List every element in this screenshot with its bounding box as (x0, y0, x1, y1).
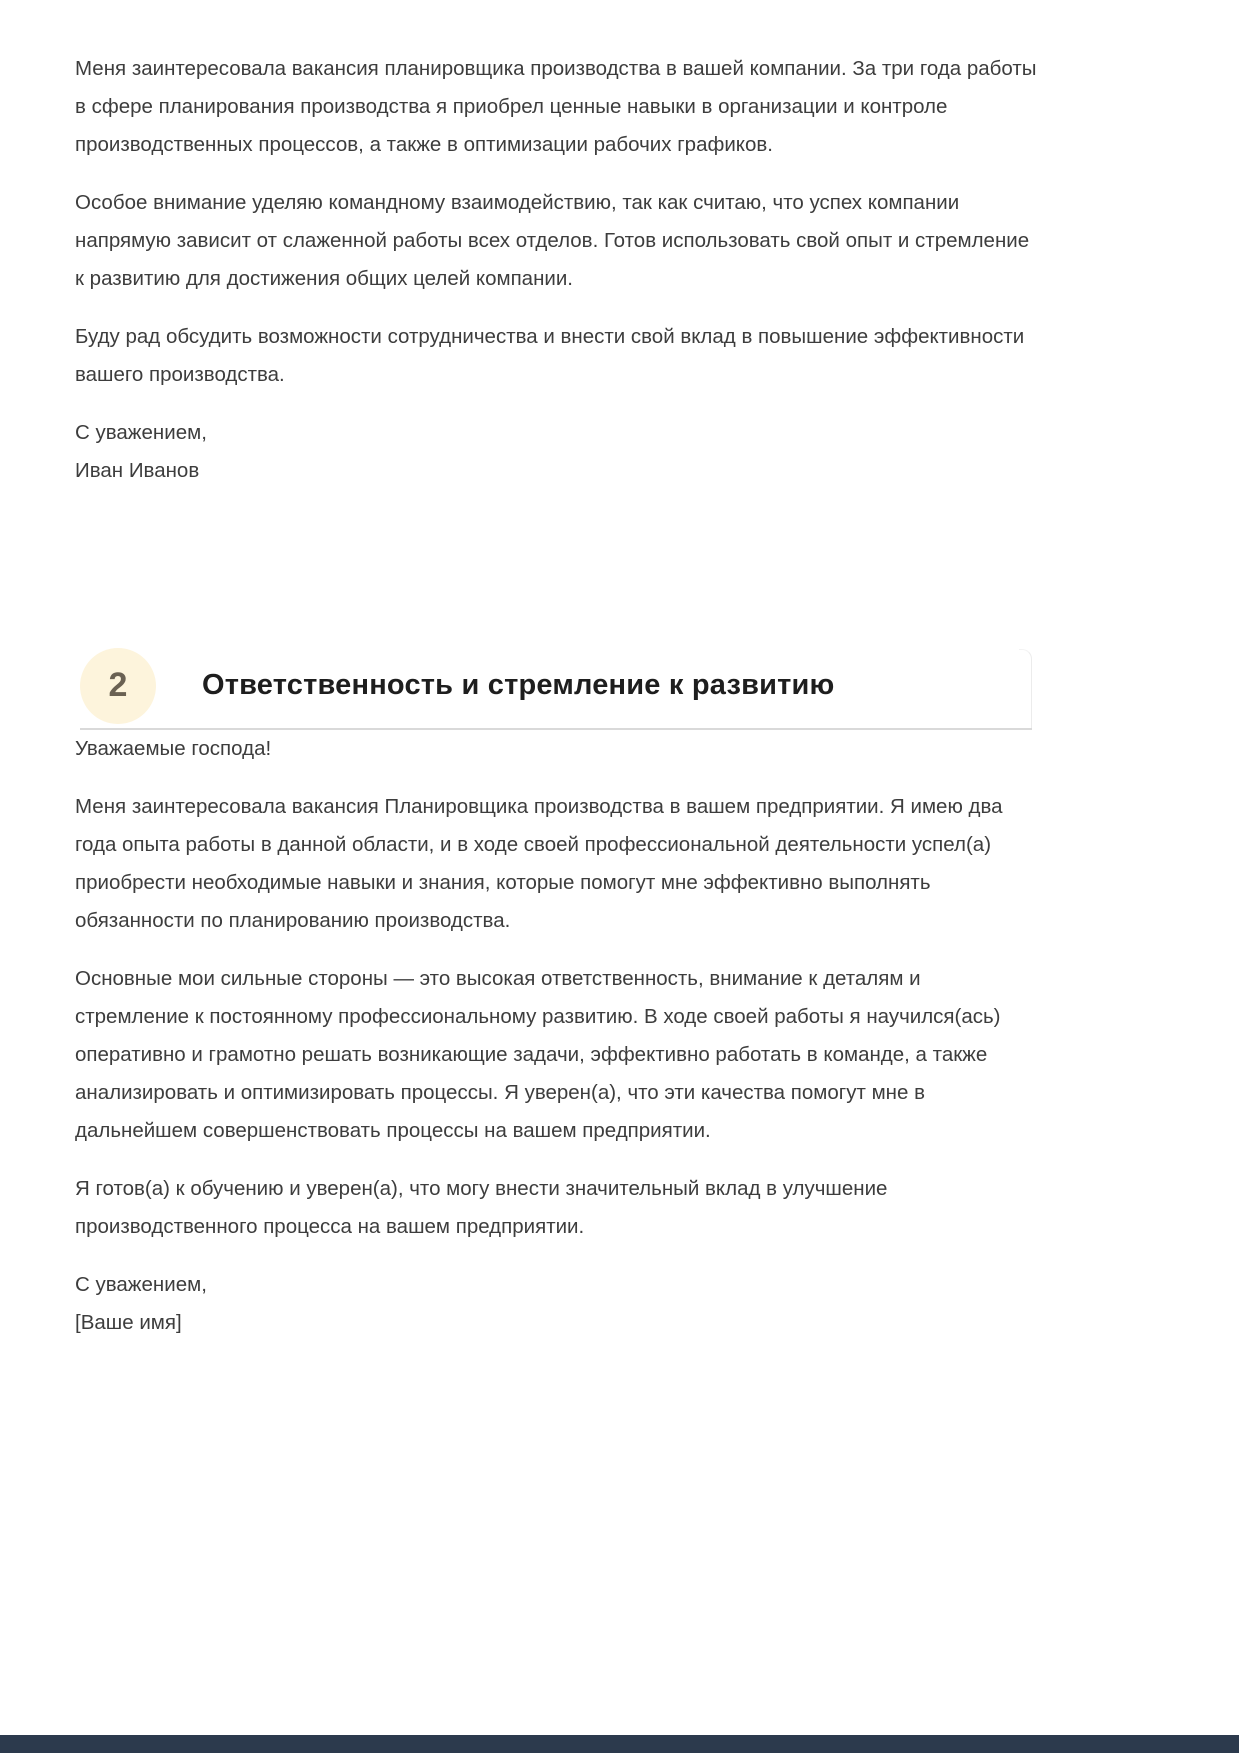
letter2-signoff: С уважением, (75, 1273, 207, 1297)
letter2-paragraph: Я готов(а) к обучению и уверен(а), что могу внести значительный вклад в улучшение производственного процесса на вашем предприятии. (75, 1177, 888, 1239)
letter2-signature-block (75, 1266, 1037, 1342)
letter2-paragraph: Основные мои сильные стороны — это высокая ответственность, внимание к деталям и стремление к постоянному профессиональному развитию. В ходе своей работы я научился(ась) оперативно и грамотно решать возникающие задачи, эффективно работать в команде, а также анализировать и оптимизировать процессы. Я уверен(а), что эти качества помогут мне в дальнейшем совершенствовать процессы на вашем предприятии. (75, 967, 1001, 1143)
cover-letter-1 (75, 50, 1037, 490)
letter1-signature-block (75, 414, 1037, 490)
section2-title: Ответственность и стремление к развитию (202, 669, 835, 702)
section2-card-corner (1019, 649, 1032, 728)
letter1-paragraph: Меня заинтересовала вакансия планировщика производства в вашей компании. За три года работы в сфере планирования производства я приобрел ценные навыки в организации и контроле производственных процессов, а также в оптимизации рабочих графиков. (75, 57, 1037, 156)
cover-letter-2 (75, 730, 1037, 1342)
letter1-paragraph: Особое внимание уделяю командному взаимодействию, так как считаю, что успех компании напрямую зависит от слаженной работы всех отделов. Готов использовать свой опыт и стремление к развитию для достижения общих целей компании. (75, 191, 1030, 290)
footer-bar (0, 1735, 1239, 1753)
section2-number-badge: 2 (80, 648, 156, 724)
letter1-paragraph: Буду рад обсудить возможности сотрудничества и внести свой вклад в повышение эффективности вашего производства. (75, 325, 1025, 386)
letter1-signoff: С уважением, (75, 421, 207, 444)
letter2-signature: [Ваше имя] (75, 1311, 182, 1335)
letter2-greeting: Уважаемые господа! (75, 737, 272, 761)
letter2-paragraph: Меня заинтересовала вакансия Планировщика производства в вашем предприятии. Я имею два года опыта работы в данной области, и в ходе своей профессиональной деятельности успел(а) приобрести необходимые навыки и знания, которые помогут мне эффективно выполнять обязанности по планированию производства. (75, 795, 1003, 933)
letter1-signature: Иван Иванов (75, 459, 200, 482)
section2-header (80, 645, 1032, 730)
